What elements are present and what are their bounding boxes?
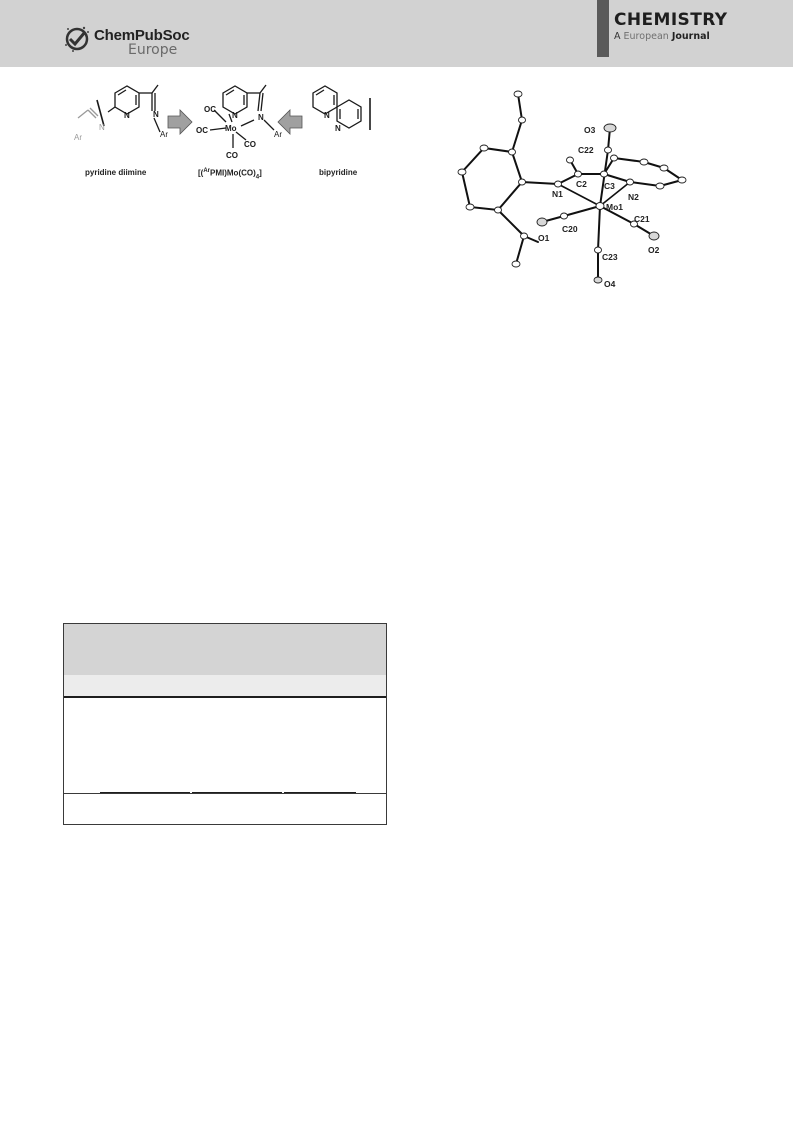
atom-label-o1: O1 (538, 233, 550, 243)
atom-label-c22: C22 (578, 145, 594, 155)
journal-sub-last: Journal (671, 31, 710, 42)
atom-label-c23: C23 (602, 252, 618, 262)
atom-label-n2: N2 (628, 192, 639, 202)
scheme-n-label-5: N (258, 113, 264, 122)
data-table (63, 623, 387, 825)
caption-bipyridine: bipyridine (319, 168, 358, 177)
atom-label-c21: C21 (634, 214, 650, 224)
chempubsoc-logo (64, 23, 194, 59)
scheme-oc-label-1: OC (204, 105, 216, 114)
atom-label-o3: O3 (584, 125, 596, 135)
table-subheader-row (64, 675, 386, 696)
scheme-n-label-2: N (153, 110, 159, 119)
scheme-n-label-1: N (124, 111, 130, 120)
scheme-oc-label-2: OC (196, 126, 208, 135)
table-header-row (64, 624, 386, 675)
ortep-drawing (438, 82, 698, 292)
journal-sub-a: A (614, 31, 621, 42)
publisher-name: ChemPubSoc (94, 27, 190, 44)
atom-label-n1: N1 (552, 189, 563, 199)
publisher-region: Europe (128, 42, 178, 58)
star-globe-icon (64, 23, 92, 53)
scheme-n-label-6: N (324, 111, 330, 120)
atom-label-o2: O2 (648, 245, 660, 255)
crystal-structure-figure (438, 82, 698, 292)
caption-pyridine-diimine: pyridine diimine (85, 168, 147, 177)
scheme-ar-label-3: Ar (274, 130, 282, 139)
journal-sub-mid: European (623, 31, 669, 42)
journal-accent-bar (597, 0, 609, 57)
atom-label-c3: C3 (604, 181, 615, 191)
arrow-right-shape (168, 110, 192, 134)
scheme-mo-label: Mo (225, 124, 237, 133)
journal-title: CHEMISTRY (614, 10, 728, 30)
scheme-n-label-7: N (335, 124, 341, 133)
scheme-n-label-3: N (99, 123, 105, 132)
caption-mo-complex: $[(^{Ar}PMI)Mo(CO)_4]$ (198, 168, 262, 181)
table-body-divider (64, 793, 386, 794)
table-top-rule (64, 696, 386, 698)
scheme-co-label-2: CO (226, 151, 238, 160)
scheme-drawing (60, 80, 390, 180)
atom-label-c2: C2 (576, 179, 587, 189)
journal-subtitle (614, 31, 710, 42)
atom-label-c20: C20 (562, 224, 578, 234)
atom-label-o4: O4 (604, 279, 616, 289)
scheme-ar-label-1: Ar (160, 130, 168, 139)
atom-label-mo1: Mo1 (606, 202, 623, 212)
scheme-n-label-4: N (232, 111, 238, 120)
scheme-ar-label-2: Ar (74, 133, 82, 142)
scheme-co-label-1: CO (244, 140, 256, 149)
